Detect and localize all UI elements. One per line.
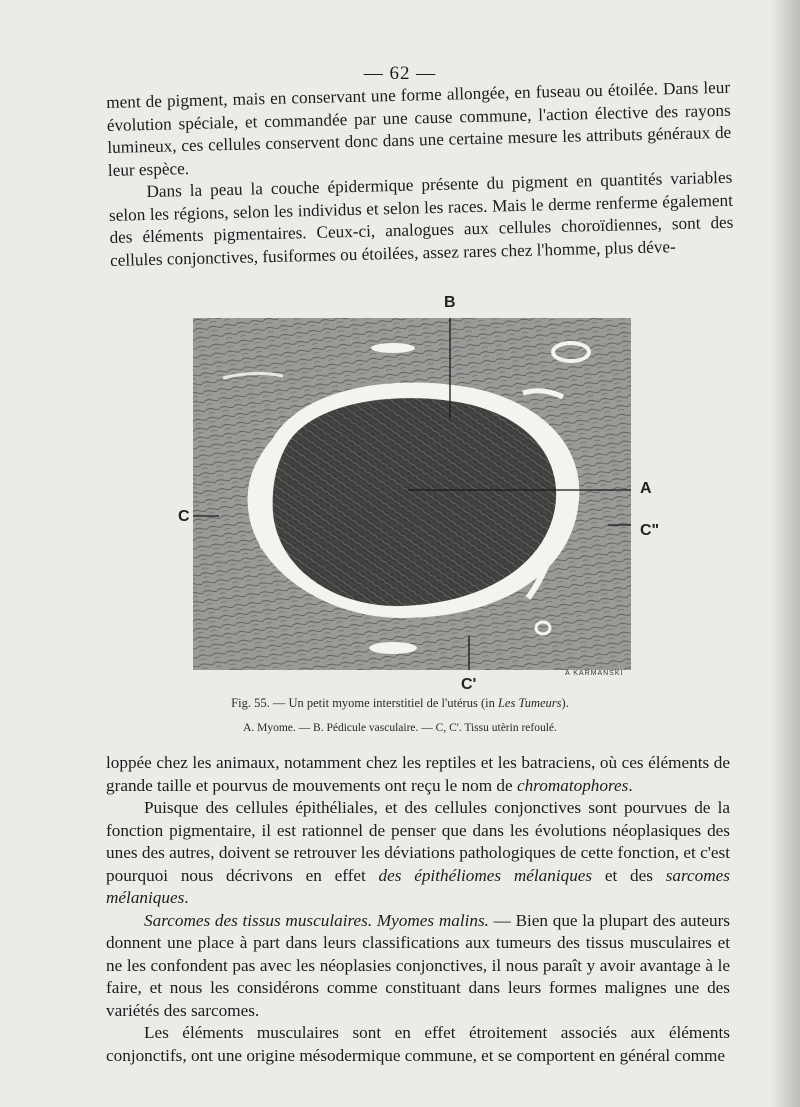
p1-text: loppée chez les animaux, notamment chez les reptiles et les batraciens, où ces éléments de grande taille et pourvus de mouvements ont reçu le nom de (106, 753, 730, 795)
paragraph: ment de pigment, mais en conservant une forme allongée, en fuseau ou étoilée. Dans leur évolution spéciale, et commandée par une cause commune, l'action élective des rayons lumineux, ces cellules conservent donc dans une certaine mesure les attributs généraux de leur espèce. (106, 77, 732, 180)
figure-caption (0, 696, 800, 711)
paragraph (106, 910, 730, 1023)
paragraph: Les éléments musculaires sont en effet étroitement associés aux éléments conjonctifs, ont une origine mésodermique commune, et se comportent en général comme (106, 1023, 730, 1065)
page-number: — 62 — (363, 63, 437, 84)
p3-heading: Sarcomes des tissus musculaires. Myomes malins. (144, 910, 489, 930)
figure-legend: A. Myome. — B. Pédicule vasculaire. — C, C'. Tissu utèrin refoulé. (243, 722, 557, 734)
artist-signature: A KARMANSKI (565, 670, 624, 677)
caption-suffix: ). (561, 696, 569, 710)
p2-mid: et des (592, 865, 666, 885)
p2-end: . (184, 888, 189, 907)
figure-label-c-double: C" (640, 522, 660, 539)
paragraph (106, 752, 730, 797)
p3-text: — Bien que la plupart des auteurs donnent une place à part dans leurs classifications aux tumeurs des tissus musculaires et ne les confondent pas avec les néoplasies conjonctives, il nous paraît y avoir avantage à le faire, et nous les considérons comme constituant dans leurs formes malignes une des variétés des sarcomes. (106, 910, 730, 1020)
figure-label-a: A (640, 480, 652, 497)
caption-prefix: Fig. 55. — Un petit myome interstitiel de l'utérus (in (231, 696, 498, 710)
p2-text: Puisque des cellules épithéliales, et des cellules conjonctives sont pourvues de la fonction pigmentaire, il est rationnel de penser que dans les évolutions néoplasiques des unes des autres, doivent se retrouver les déviations pathologiques de cette fonction, et c'est pourquoi nous décrivons en effet (106, 798, 730, 885)
paragraph: Dans la peau la couche épidermique présente du pigment en quantités variables selon les régions, selon les individus et selon les races. Mais le derme renferme également des éléments pigmentaires. Ceux-ci, analogues aux cellules choroïdiennes, sont des cellules conjonctives, fusiformes ou étoilées, assez rares chez l'homme, plus déve- (108, 167, 734, 270)
p1-italic: chromatophores (516, 775, 629, 795)
figure-label-b: B (444, 294, 456, 311)
top-text-block (106, 77, 734, 272)
p2-italic-1: des épithéliomes mélaniques (378, 865, 593, 885)
figure-label-c: C (178, 508, 190, 525)
paragraph (106, 797, 730, 910)
bottom-text-block (106, 752, 730, 1067)
myoma-illustration (193, 318, 631, 670)
p2-italic-2: sarcomes mélaniques (106, 865, 730, 907)
page-edge-shadow (770, 0, 800, 1107)
figure-label-c-prime: C' (461, 676, 477, 693)
histology-drawing (193, 318, 631, 670)
caption-italic: Les Tumeurs (497, 696, 562, 710)
p1-end: . (628, 775, 633, 795)
